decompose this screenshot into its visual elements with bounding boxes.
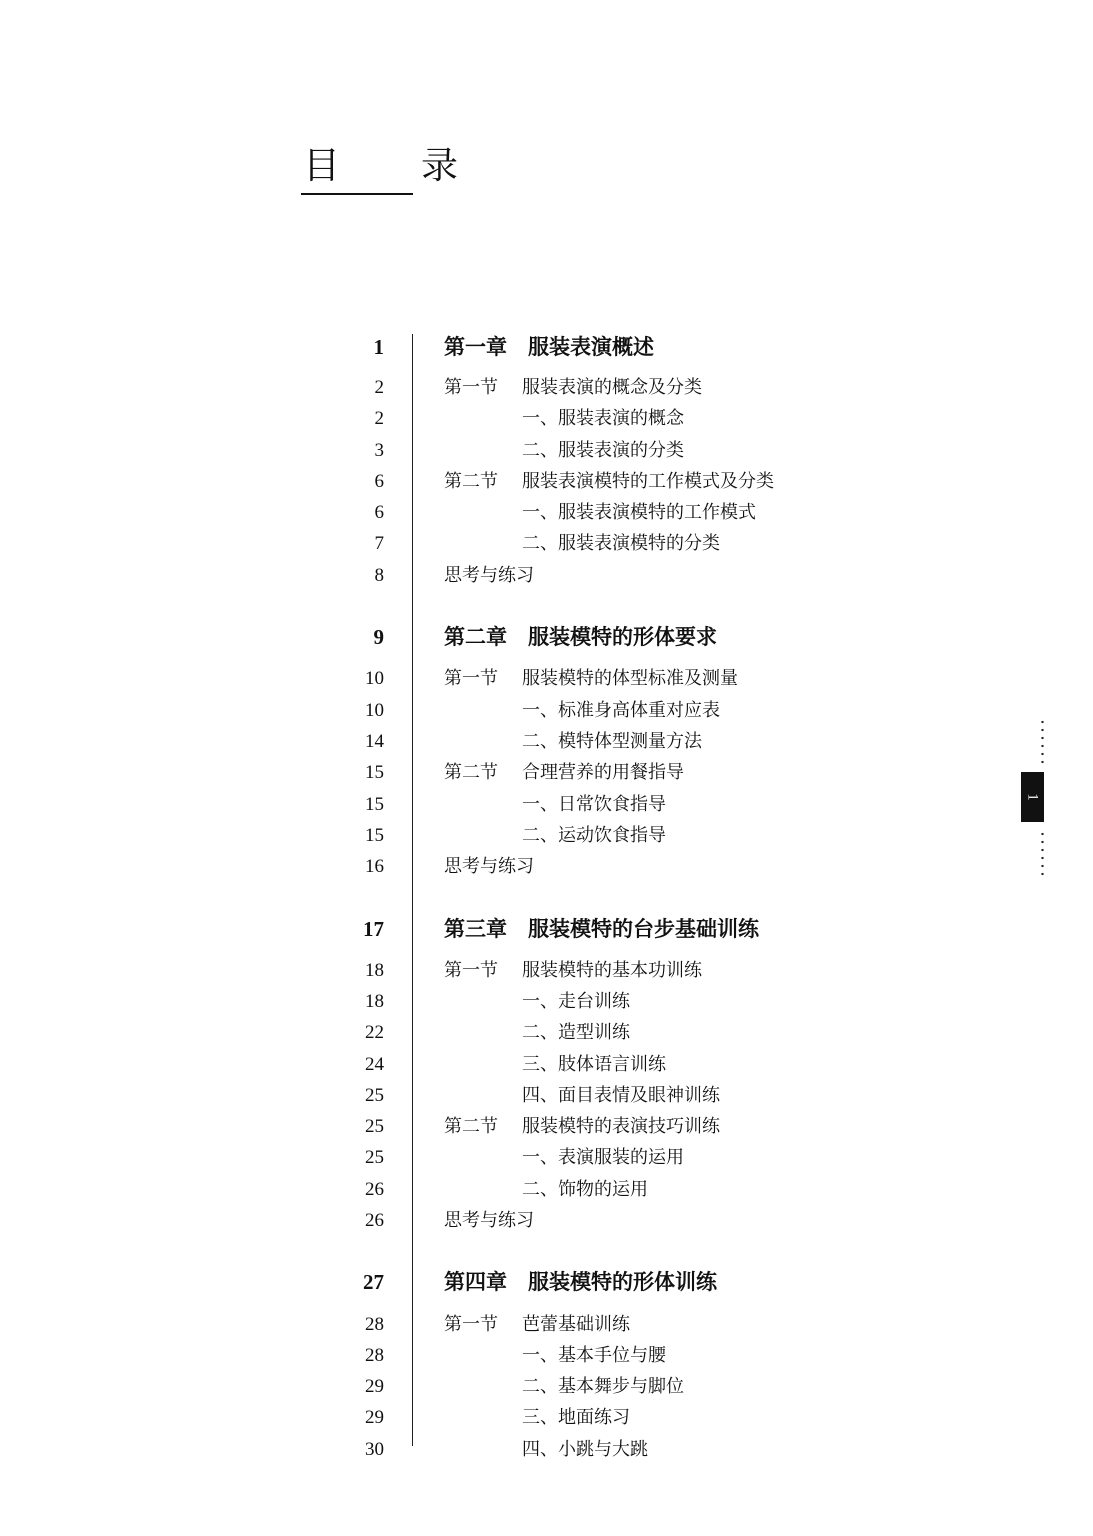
toc-section-number: 第一节 [444, 960, 498, 981]
toc-page-number: 26 [365, 1210, 384, 1231]
toc-item-row [0, 696, 1093, 726]
toc-item-row [0, 1050, 1093, 1080]
toc-section-entry [444, 373, 702, 403]
toc-section-number: 第二节 [444, 1116, 498, 1137]
toc-page-number: 25 [365, 1116, 384, 1137]
toc-item-title: 二、服装表演的分类 [522, 440, 684, 461]
toc-exercise-row [0, 1206, 1093, 1236]
toc-chapter-title: 第四章 服装模特的形体训练 [444, 1269, 717, 1294]
toc-section-row [0, 664, 1093, 694]
toc-section-number: 第二节 [444, 762, 498, 783]
toc-section-number: 第一节 [444, 668, 498, 689]
page-title: 目 录 [303, 144, 480, 187]
toc-page-number: 7 [374, 533, 384, 554]
side-dotted-line-top [1041, 718, 1044, 764]
toc-page-number: 28 [365, 1345, 384, 1366]
toc-item-row [0, 404, 1093, 434]
toc-item-title: 二、基本舞步与脚位 [522, 1376, 684, 1397]
toc-page-number: 8 [374, 565, 384, 586]
toc-chapter-row [0, 914, 1093, 944]
toc-exercise-row [0, 852, 1093, 882]
toc-page-number: 10 [365, 668, 384, 689]
toc-page-number: 1 [373, 335, 384, 359]
toc-item-title: 二、模特体型测量方法 [522, 731, 702, 752]
toc-section-row [0, 467, 1093, 497]
toc-page-number: 15 [365, 762, 384, 783]
toc-exercise-row [0, 561, 1093, 591]
toc-item-row [0, 1081, 1093, 1111]
toc-item-row [0, 1403, 1093, 1433]
toc-item-title: 三、肢体语言训练 [522, 1054, 666, 1075]
side-dotted-line-bottom [1041, 830, 1044, 876]
toc-item-title: 四、面目表情及眼神训练 [522, 1085, 720, 1106]
toc-page-number: 15 [365, 794, 384, 815]
toc-section-title: 服装表演的概念及分类 [522, 377, 702, 398]
toc-item-title: 一、服装表演的概念 [522, 408, 684, 429]
toc-page-number: 15 [365, 825, 384, 846]
toc-page-number: 28 [365, 1314, 384, 1335]
toc-item-row [0, 498, 1093, 528]
toc-section-row [0, 1310, 1093, 1340]
toc-page-number: 6 [374, 471, 384, 492]
toc-section-entry [444, 758, 684, 788]
toc-page-number: 29 [365, 1407, 384, 1428]
toc-item-row [0, 727, 1093, 757]
toc-item-row [0, 987, 1093, 1017]
toc-page-number: 2 [374, 377, 384, 398]
toc-section-title: 合理营养的用餐指导 [522, 762, 684, 783]
toc-section-title: 芭蕾基础训练 [522, 1314, 630, 1335]
toc-page-number: 3 [374, 440, 384, 461]
toc-item-row [0, 436, 1093, 466]
toc-page-number: 25 [365, 1085, 384, 1106]
toc-page-number: 17 [363, 917, 384, 941]
toc-section-title: 服装模特的表演技巧训练 [522, 1116, 720, 1137]
toc-item-row [0, 1372, 1093, 1402]
toc-exercise-title: 思考与练习 [444, 565, 534, 586]
toc-section-title: 服装模特的基本功训练 [522, 960, 702, 981]
toc-page-number: 14 [365, 731, 384, 752]
toc-item-title: 四、小跳与大跳 [522, 1439, 648, 1460]
toc-item-row [0, 1341, 1093, 1371]
toc-item-row [0, 1435, 1093, 1465]
toc-section-entry [444, 664, 738, 694]
toc-page-number: 22 [365, 1022, 384, 1043]
toc-page-number: 18 [365, 991, 384, 1012]
toc-item-row [0, 1018, 1093, 1048]
toc-page-number: 9 [373, 625, 384, 649]
toc-item-row [0, 529, 1093, 559]
toc-item-title: 二、运动饮食指导 [522, 825, 666, 846]
toc-page-number: 27 [363, 1270, 384, 1294]
toc-section-row [0, 1112, 1093, 1142]
toc-page-number: 25 [365, 1147, 384, 1168]
toc-section-number: 第二节 [444, 471, 498, 492]
toc-section-entry [444, 956, 702, 986]
toc-page-number: 29 [365, 1376, 384, 1397]
toc-page-number: 2 [374, 408, 384, 429]
toc-page-number: 16 [365, 856, 384, 877]
toc-section-entry [444, 1310, 630, 1340]
toc-item-title: 一、服装表演模特的工作模式 [522, 502, 756, 523]
toc-chapter-row [0, 622, 1093, 652]
toc-chapter-row [0, 332, 1093, 362]
toc-chapter-title: 第二章 服装模特的形体要求 [444, 624, 717, 649]
title-underline [301, 193, 413, 195]
toc-item-title: 一、走台训练 [522, 991, 630, 1012]
toc-section-entry [444, 1112, 720, 1142]
toc-item-row [0, 1175, 1093, 1205]
toc-section-number: 第一节 [444, 377, 498, 398]
toc-item-row [0, 790, 1093, 820]
toc-chapter-row [0, 1267, 1093, 1297]
toc-exercise-title: 思考与练习 [444, 856, 534, 877]
toc-item-title: 一、表演服装的运用 [522, 1147, 684, 1168]
toc-item-title: 一、日常饮食指导 [522, 794, 666, 815]
toc-chapter-title: 第一章 服装表演概述 [444, 334, 654, 359]
toc-section-number: 第一节 [444, 1314, 498, 1335]
toc-item-row [0, 1143, 1093, 1173]
toc-item-title: 一、标准身高体重对应表 [522, 700, 720, 721]
toc-item-title: 二、造型训练 [522, 1022, 630, 1043]
toc-page-number: 10 [365, 700, 384, 721]
toc-section-title: 服装模特的体型标准及测量 [522, 668, 738, 689]
toc-section-row [0, 373, 1093, 403]
toc-section-row [0, 758, 1093, 788]
toc-item-row [0, 821, 1093, 851]
toc-item-title: 二、饰物的运用 [522, 1179, 648, 1200]
toc-section-row [0, 956, 1093, 986]
toc-section-title: 服装表演模特的工作模式及分类 [522, 471, 774, 492]
side-page-tab [1021, 772, 1044, 822]
toc-page-number: 18 [365, 960, 384, 981]
toc-page-number: 24 [365, 1054, 384, 1075]
toc-item-title: 二、服装表演模特的分类 [522, 533, 720, 554]
toc-page-number: 6 [374, 502, 384, 523]
toc-page-number: 26 [365, 1179, 384, 1200]
toc-section-entry [444, 467, 774, 497]
toc-page-number: 30 [365, 1439, 384, 1460]
side-page-number: 1 [1024, 793, 1041, 801]
toc-exercise-title: 思考与练习 [444, 1210, 534, 1231]
toc-chapter-title: 第三章 服装模特的台步基础训练 [444, 916, 759, 941]
toc-item-title: 三、地面练习 [522, 1407, 630, 1428]
toc-item-title: 一、基本手位与腰 [522, 1345, 666, 1366]
